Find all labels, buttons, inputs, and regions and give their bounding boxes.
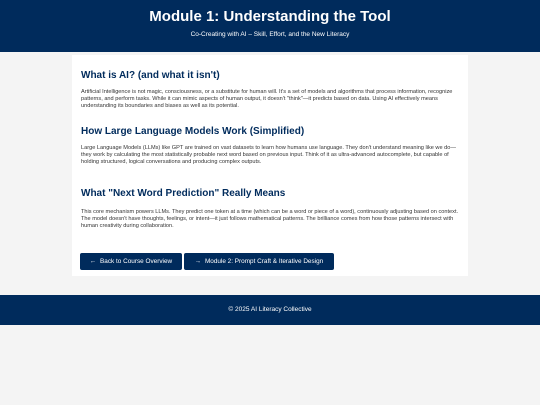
- content-card: [72, 55, 468, 276]
- section-body-how-llms-work: Large Language Models (LLMs) like GPT are trained on vast datasets to learn how humans use language. They don't understand meaning like we do—they work by calculating the most statistically probable next word based on previous input. Think of it as ultra-advanced autocomplete, but capable of holding structured, logical conversations and producing complex outputs.: [81, 145, 456, 166]
- section-heading-how-llms-work: How Large Language Models Work (Simplified): [81, 126, 305, 137]
- back-to-course-overview-button[interactable]: [80, 253, 182, 270]
- arrow-left-icon: ←: [89, 258, 97, 265]
- footer-copyright: © 2025 AI Literacy Collective: [228, 306, 312, 313]
- page-subtitle: Co-Creating with AI – Skill, Effort, and the New Literacy: [190, 31, 350, 38]
- back-button-label: Back to Course Overview: [100, 258, 173, 265]
- section-heading-next-word-prediction: What "Next Word Prediction" Really Means: [81, 188, 286, 199]
- arrow-right-icon: →: [194, 258, 202, 265]
- section-body-what-is-ai: Artificial Intelligence is not magic, consciousness, or a substitute for human will. It's a set of models and algorithms that process information, recognize patterns, and perform tasks. While it can mimic aspects of human output, it doesn't "think"—it predicts based on data. Using AI effectively means understanding its boundaries and biases as well as its potential.: [81, 89, 453, 110]
- next-button-label: Module 2: Prompt Craft & Iterative Design: [204, 258, 324, 265]
- next-module-button[interactable]: [184, 253, 334, 270]
- site-header: [0, 0, 540, 52]
- section-body-next-word-prediction: This core mechanism powers LLMs. They predict one token at a time (which can be a word or piece of a word), continuously adjusting based on context. The model doesn't have thoughts, feelings, or intent—it just follows mathematical patterns. The brilliance comes from how those patterns intersect with human creativity during collaboration.: [81, 209, 459, 230]
- site-footer: [0, 295, 540, 325]
- section-heading-what-is-ai: What is AI? (and what it isn't): [81, 70, 220, 81]
- page-title: Module 1: Understanding the Tool: [149, 8, 391, 25]
